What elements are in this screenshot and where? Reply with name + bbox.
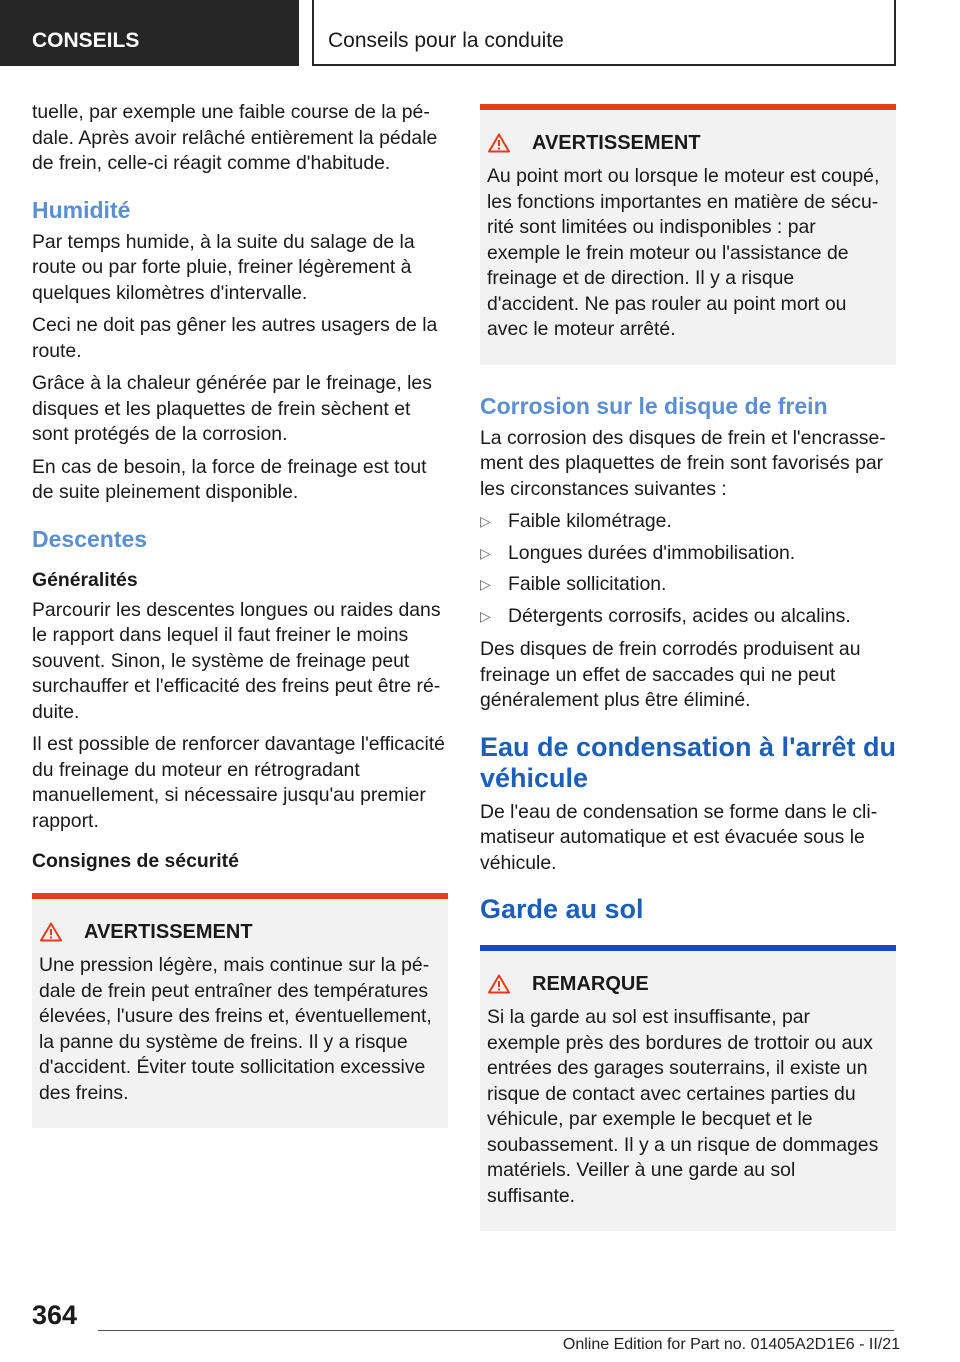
list-item: ▷ Faible sollicitation.: [480, 572, 896, 598]
condensation-heading: Eau de condensation à l'arrêt du véhicule: [480, 731, 897, 793]
note-title-text: REMARQUE: [532, 972, 649, 995]
footer-rule: [98, 1330, 894, 1331]
generalites-p1: Parcourir les descentes longues ou raides dans le rapport dans lequel il faut freiner le moins souvent. Sinon, le système de freinage peut surchauffer et l'efficacité des freins peut être réduite.: [32, 598, 441, 723]
left-column: [32, 100, 448, 1128]
warning-text: Une pression légère, mais continue sur la pédale de frein peut entraîner des températures élevées, l'usure des freins et, éventuellement, la panne du système de freins. Il y a risque d'accident. Éviter toute sollicitation excessive des freins.: [39, 954, 432, 1104]
corrosion-p2: Des disques de frein corrodés produisent au freinage un effet de saccades qui ne peut généralement plus être éliminé.: [480, 638, 861, 711]
humidite-p4: En cas de besoin, la force de freinage est tout de suite pleinement disponible.: [32, 455, 427, 503]
note-title: [480, 951, 896, 999]
page-number: 364: [32, 1300, 78, 1330]
corrosion-list: [480, 509, 896, 629]
warning-title: [32, 899, 448, 947]
list-item: ▷ Longues durées d'immobilisation.: [480, 541, 896, 567]
humidite-heading: Humidité: [32, 196, 131, 223]
warning-triangle-icon: [488, 974, 510, 994]
warning-triangle-icon: [40, 922, 62, 942]
descentes-heading: Descentes: [32, 525, 148, 552]
generalites-p2: Il est possible de renforcer davantage l'efficacité du freinage du moteur en rétrogradant manuellement, si nécessaire jusqu'au premier rapport.: [32, 733, 445, 832]
list-item: ▷ Faible kilométrage.: [480, 509, 896, 535]
corrosion-heading: Corrosion sur le disque de frein: [480, 392, 828, 419]
triangle-right-icon: ▷: [480, 607, 491, 624]
note-text: Si la garde au sol est insuffisante, par exemple près des bordures de trottoir ou aux entrées des garages souterrains, il existe un risque de contact avec certaines parties du véhicule, par exemple le becquet et le soubassement. Il y a un risque de dommages matériels. Veiller à une garde au sol suffisante.: [487, 1006, 879, 1207]
triangle-right-icon: ▷: [480, 576, 491, 592]
right-column: [480, 100, 896, 1231]
list-item: ▷ Détergents corrosifs, acides ou alcalins.: [480, 604, 896, 630]
warning-title: [480, 110, 896, 158]
humidite-p2: Ceci ne doit pas gêner les autres usagers de la route.: [32, 314, 438, 362]
humidite-p1: Par temps humide, à la suite du salage de la route ou par forte pluie, freiner légèrement à quelques kilomètres d'intervalle.: [32, 230, 415, 304]
chapter-title: Conseils pour la conduite: [312, 0, 896, 66]
warning-box: [32, 893, 448, 1128]
warning-text: Au point mort ou lorsque le moteur est coupé, les fonctions importantes en matière de sécurité sont limitées ou indisponibles : par exemple le frein moteur ou l'assistance de freinage et de direction. Il y a risque d'accident. Ne pas rouler au point mort ou avec le moteur arrêté.: [487, 165, 880, 340]
warning-box: [480, 104, 896, 365]
garde-heading: Garde au sol: [480, 894, 644, 924]
humidite-p3: Grâce à la chaleur générée par le freinage, les disques et les plaquettes de frein sèchent et sont protégés de la corrosion.: [32, 372, 432, 445]
warning-title-text: AVERTISSEMENT: [84, 920, 253, 943]
warning-title-text: AVERTISSEMENT: [532, 131, 701, 154]
consignes-heading: Consignes de sécurité: [32, 850, 239, 872]
intro-paragraph: tuelle, par exemple une faible course de la pédale. Après avoir relâché entièrement la pédale de frein, celle-ci réagit comme d'habitude.: [32, 101, 438, 174]
section-tab: CONSEILS: [0, 0, 299, 66]
warning-triangle-icon: [488, 133, 510, 153]
triangle-right-icon: ▷: [480, 544, 491, 561]
generalites-heading: Généralités: [32, 568, 138, 591]
triangle-right-icon: ▷: [480, 513, 491, 529]
condensation-p: De l'eau de condensation se forme dans le climatiseur automatique et est évacuée sous le véhicule.: [480, 800, 878, 874]
footer-edition: Online Edition for Part no. 01405A2D1E6 - II/21: [562, 1336, 900, 1353]
note-box: [480, 945, 896, 1231]
corrosion-p1: La corrosion des disques de frein et l'encrassement des plaquettes de frein sont favorisés par les circonstances suivantes :: [480, 426, 886, 500]
